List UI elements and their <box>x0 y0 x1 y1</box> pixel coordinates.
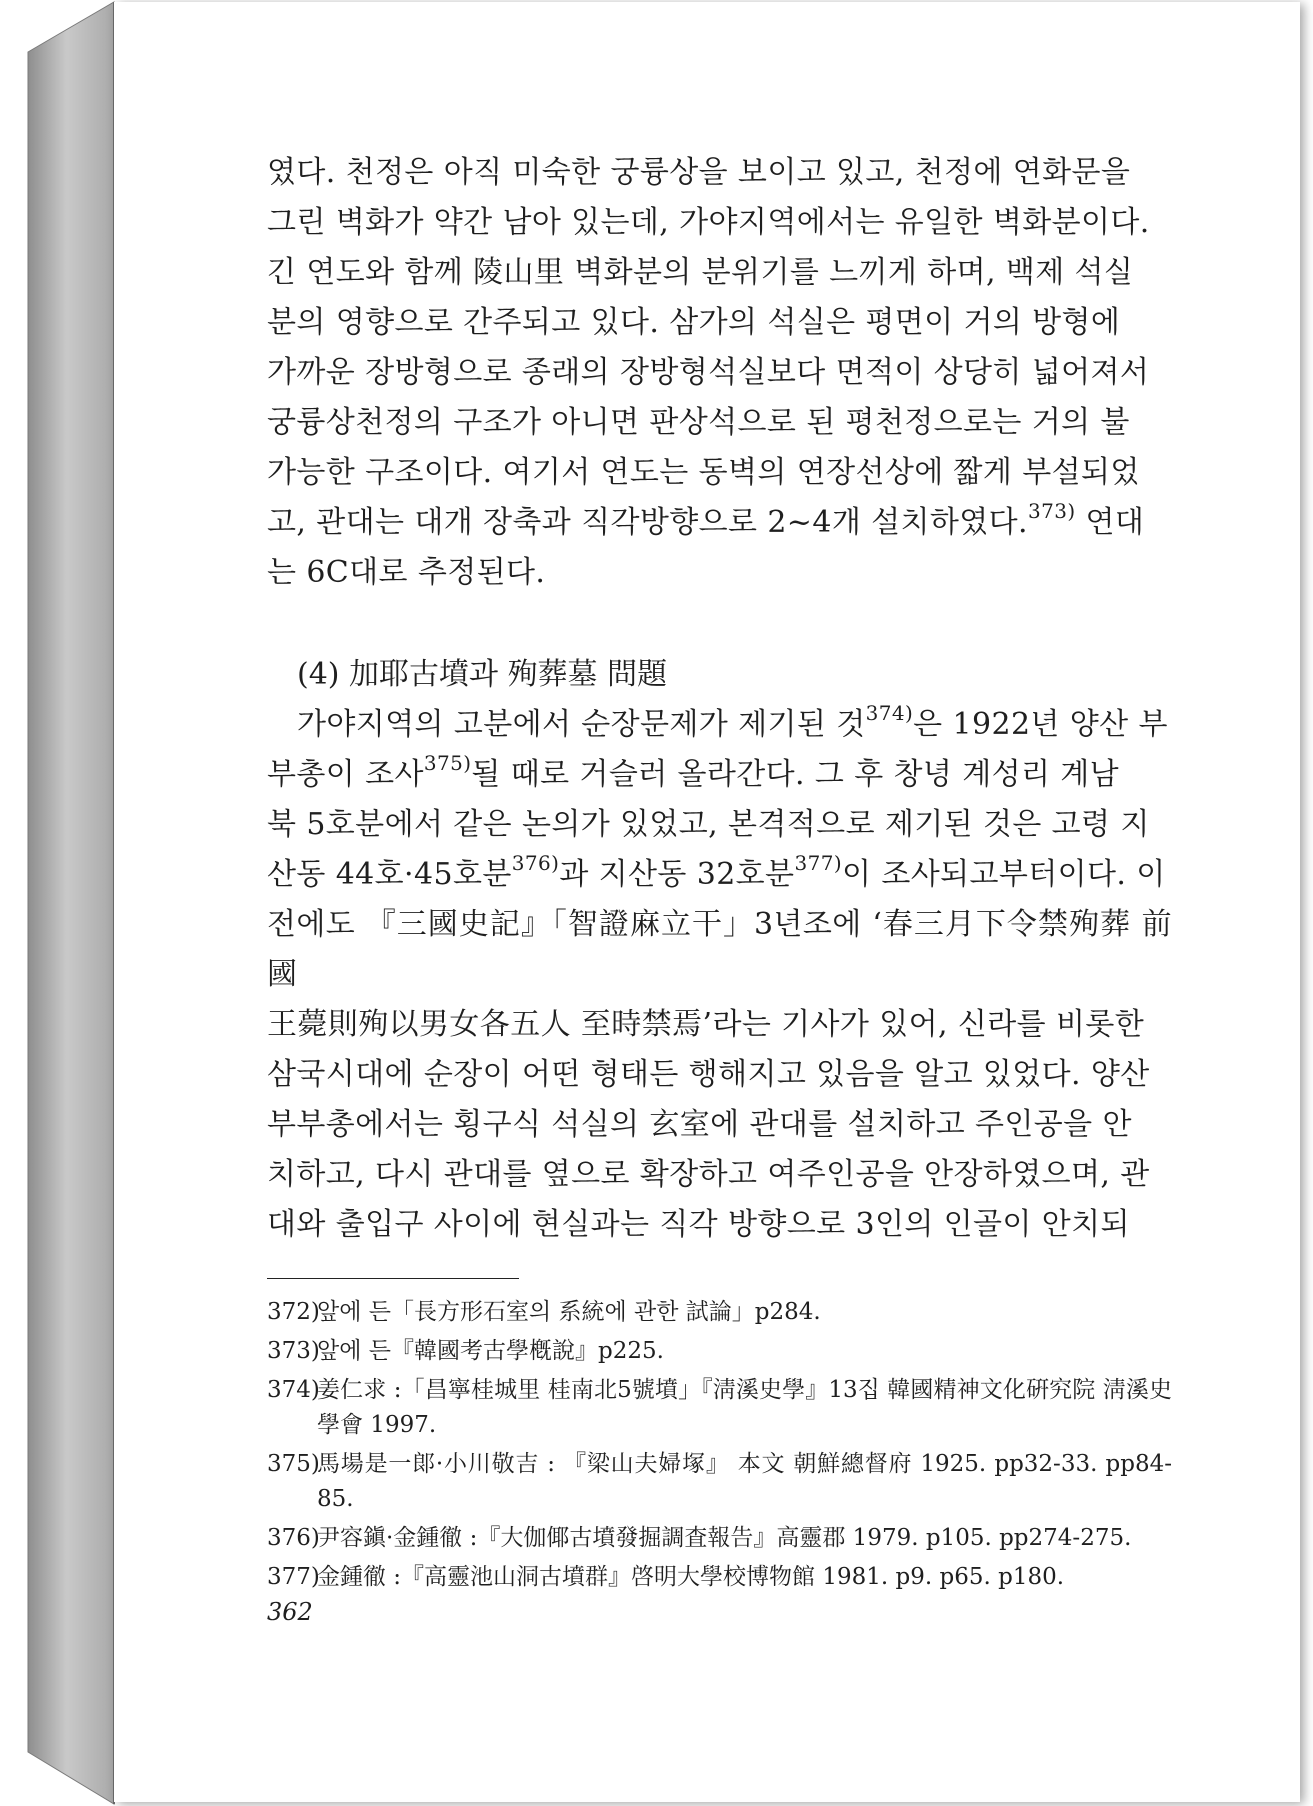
text-span: 은 1922년 양산 부 <box>913 707 1168 742</box>
text-line: 분의 영향으로 간주되고 있다. 삼가의 석실은 평면이 거의 방형에 <box>267 305 1121 340</box>
book-spine <box>0 0 120 1806</box>
footnote-text: 馬場是一郞·小川敬吉 : 『梁山夫婦塚』 本文 朝鮮總督府 1925. pp32-33. pp84-85. <box>317 1451 1172 1512</box>
footnote-ref-374: 374) <box>865 701 914 725</box>
footnote-text: 尹容鎭·金鍾徹 :『大伽倻古墳發掘調査報告』高靈郡 1979. p105. pp274-275. <box>317 1525 1132 1551</box>
footnote-number: 372) <box>267 1299 320 1325</box>
text-line: 王薨則殉以男女各五人 至時禁焉’라는 기사가 있어, 신라를 비롯한 <box>267 1007 1145 1042</box>
text-line: 궁륭상천정의 구조가 아니면 판상석으로 된 평천정으로는 거의 불 <box>267 405 1130 440</box>
text-line <box>267 700 1172 750</box>
text-line: 부부총에서는 횡구식 석실의 玄室에 관대를 설치하고 주인공을 안 <box>267 1107 1132 1142</box>
text-line <box>267 498 1172 548</box>
footnote-text: 姜仁求 :「昌寧桂城里 桂南北5號墳」『淸溪史學』13집 韓國精神文化硏究院 淸溪史學會 1997. <box>317 1377 1172 1438</box>
text-line: 치하고, 다시 관대를 옆으로 확장하고 여주인공을 안장하였으며, 관 <box>267 1157 1150 1192</box>
footnote-text: 앞에 든『韓國考古學槪說』p225. <box>317 1338 664 1364</box>
footnote <box>267 1334 1172 1369</box>
page-number: 362 <box>267 1598 313 1626</box>
footnote-number: 373) <box>267 1338 320 1364</box>
footnote-number: 375) <box>267 1451 320 1477</box>
footnote-ref-373: 373) <box>1027 499 1076 523</box>
text-line: 가까운 장방형으로 종래의 장방형석실보다 면적이 상당히 넓어져서 <box>267 355 1150 390</box>
text-span: 고, 관대는 대개 장축과 직각방향으로 2~4개 설치하였다. <box>267 505 1028 540</box>
text-span: 이 조사되고부터이다. 이 <box>842 857 1166 892</box>
footnote-number: 374) <box>267 1377 320 1403</box>
footnote-text: 金鍾徹 :『高靈池山洞古墳群』啓明大學校博物館 1981. p9. p65. p180. <box>317 1564 1065 1590</box>
page-content <box>267 148 1172 1599</box>
text-span: 과 지산동 32호분 <box>559 857 795 892</box>
footnotes <box>267 1295 1172 1595</box>
footnote <box>267 1560 1172 1595</box>
body-paragraph-2 <box>267 700 1172 1250</box>
text-span: 부총이 조사 <box>267 757 424 792</box>
footnote <box>267 1295 1172 1330</box>
text-line: 였다. 천정은 아직 미숙한 궁륭상을 보이고 있고, 천정에 연화문을 <box>267 155 1131 190</box>
footnote-text: 앞에 든「長方形石室의 系統에 관한 試論」p284. <box>317 1299 821 1325</box>
footnote-divider <box>267 1278 519 1279</box>
footnote-ref-375: 375) <box>423 751 472 775</box>
text-line: 는 6C대로 추정된다. <box>267 555 546 590</box>
footnote <box>267 1373 1172 1443</box>
text-span: 가야지역의 고분에서 순장문제가 제기된 것 <box>297 707 866 742</box>
text-line: 삼국시대에 순장이 어떤 형태든 행해지고 있음을 알고 있었다. 양산 <box>267 1057 1150 1092</box>
text-line: 가능한 구조이다. 여기서 연도는 동벽의 연장선상에 짧게 부설되었 <box>267 455 1140 490</box>
text-span: 산동 44호·45호분 <box>267 857 512 892</box>
text-line: 북 5호분에서 같은 논의가 있었고, 본격적으로 제기된 것은 고령 지 <box>267 807 1150 842</box>
text-line <box>267 750 1172 800</box>
text-line: 그린 벽화가 약간 남아 있는데, 가야지역에서는 유일한 벽화분이다. <box>267 205 1150 240</box>
text-line <box>267 850 1172 900</box>
text-line: 전에도 『三國史記』「智證麻立干」3년조에 ‘春三月下令禁殉葬 前國 <box>267 907 1172 992</box>
text-span: 될 때로 거슬러 올라간다. 그 후 창녕 계성리 계남 <box>471 757 1120 792</box>
body-paragraph-1 <box>267 148 1172 598</box>
footnote-number: 377) <box>267 1564 320 1590</box>
text-span: 연대 <box>1075 505 1145 540</box>
text-line: 대와 출입구 사이에 현실과는 직각 방향으로 3인의 인골이 안치되 <box>267 1207 1130 1242</box>
footnote-ref-377: 377) <box>794 851 843 875</box>
footnote-ref-376: 376) <box>511 851 560 875</box>
footnote <box>267 1447 1172 1517</box>
footnote-number: 376) <box>267 1525 320 1551</box>
text-line: 긴 연도와 함께 陵山里 벽화분의 분위기를 느끼게 하며, 백제 석실 <box>267 255 1134 290</box>
footnote <box>267 1521 1172 1556</box>
section-heading: (4) 加耶古墳과 殉葬墓 問題 <box>297 657 668 692</box>
